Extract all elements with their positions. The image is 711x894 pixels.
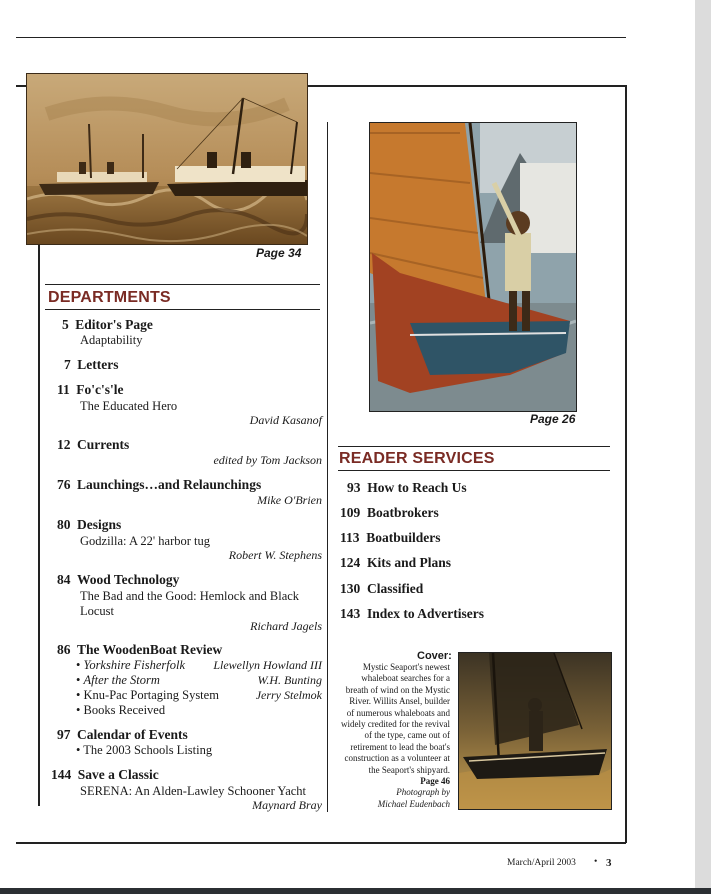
cover-page-ref: Page 46 (420, 776, 450, 787)
cover-description: Mystic Seaport's newest whaleboat searches for a breath of wind on the Mystic River. Willits Ansel, builder of numerous whaleboats and widely credited for the revival of the type, came out of retirement to lead the boat's construction as a volunteer at the Seaport's shipyard. Page 46 Photograph by Michael Eudenbach (332, 662, 450, 810)
review-item[interactable]: • After the Storm (76, 673, 160, 687)
toc-author-save-a-classic: Maynard Bray (252, 798, 322, 812)
toc-sub-focsle: The Educated Hero (80, 399, 178, 413)
review-item[interactable]: • Knu-Pac Portaging System (76, 688, 219, 702)
cover-credit: Photograph by (396, 787, 450, 798)
reader-service-item[interactable]: 93 How to Reach Us (347, 480, 467, 495)
caption-page-26: Page 26 (530, 412, 576, 426)
cover-heading: Cover: (417, 650, 452, 662)
toc-entry-wood-technology[interactable]: 84 Wood Technology (57, 572, 180, 587)
sailboat-photo (369, 122, 577, 412)
frame-bottom-rule (16, 842, 626, 844)
reader-service-item[interactable]: 113 Boatbuilders (340, 530, 441, 545)
toc-sub-wood-technology-2: Locust (80, 604, 115, 618)
toc-sub-save-a-classic: SERENA: An Alden-Lawley Schooner Yacht (80, 784, 307, 798)
toc-author-launchings: Mike O'Brien (257, 493, 322, 507)
cover-credit-name: Michael Eudenbach (377, 798, 450, 809)
reader-services-rule-top (338, 446, 610, 447)
reader-service-item[interactable]: 109 Boatbrokers (340, 505, 439, 520)
reader-service-item[interactable]: 130 Classified (340, 581, 424, 596)
toc-entry-letters[interactable]: 7 Letters (64, 357, 119, 372)
page-number: 3 (606, 857, 612, 869)
caption-page-34: Page 34 (256, 246, 302, 260)
toc-entry-launchings[interactable]: 76 Launchings…and Relaunchings (57, 477, 262, 492)
steamships-illustration (26, 73, 308, 245)
review-item-author: W.H. Bunting (257, 673, 322, 687)
departments-rule-top (45, 284, 320, 285)
departments-title: DEPARTMENTS (48, 289, 171, 306)
toc-entry-designs[interactable]: 80 Designs (57, 517, 122, 532)
reader-service-item[interactable]: 124 Kits and Plans (340, 555, 452, 570)
bottom-edge (0, 888, 711, 894)
toc-sub-designs: Godzilla: A 22' harbor tug (80, 534, 211, 548)
toc-sub-wood-technology-1: The Bad and the Good: Hemlock and Black (80, 589, 300, 603)
page-edge (695, 0, 711, 894)
toc-entry-calendar[interactable]: 97 Calendar of Events (57, 727, 188, 742)
departments-rule-bottom (45, 309, 320, 310)
toc-entry-review[interactable]: 86 The WoodenBoat Review (57, 642, 223, 657)
review-item[interactable]: • Yorkshire Fisherfolk (76, 658, 186, 672)
footer-bullet: • (594, 857, 598, 867)
frame-left-rule (38, 240, 40, 806)
toc-entry-currents[interactable]: 12 Currents (57, 437, 130, 452)
toc-author-focsle: David Kasanof (249, 413, 322, 427)
toc-entry-save-a-classic[interactable]: 144 Save a Classic (51, 767, 159, 782)
toc-sub-calendar: • The 2003 Schools Listing (76, 743, 213, 757)
reader-services-rule-bottom (338, 470, 610, 471)
reader-services-title: READER SERVICES (339, 450, 495, 467)
toc-author-currents: edited by Tom Jackson (213, 453, 322, 467)
reader-service-item[interactable]: 143 Index to Advertisers (340, 606, 484, 621)
toc-entry-editors-page[interactable]: 5 Editor's Page (62, 317, 153, 332)
toc-sub-editors-page: Adaptability (80, 333, 143, 347)
review-item-author: Jerry Stelmok (255, 688, 322, 702)
issue-date: March/April 2003 (507, 858, 576, 868)
toc-author-designs: Robert W. Stephens (228, 548, 322, 562)
top-rule (16, 37, 626, 38)
cover-photo-whaleboat (458, 652, 612, 810)
column-divider (327, 122, 328, 812)
review-item[interactable]: • Books Received (76, 703, 166, 717)
review-item-author: Llewellyn Howland III (213, 658, 322, 672)
toc-entry-focsle[interactable]: 11 Fo'c's'le (57, 382, 124, 397)
toc-author-wood-technology: Richard Jagels (250, 619, 322, 633)
frame-right-rule (625, 85, 627, 843)
